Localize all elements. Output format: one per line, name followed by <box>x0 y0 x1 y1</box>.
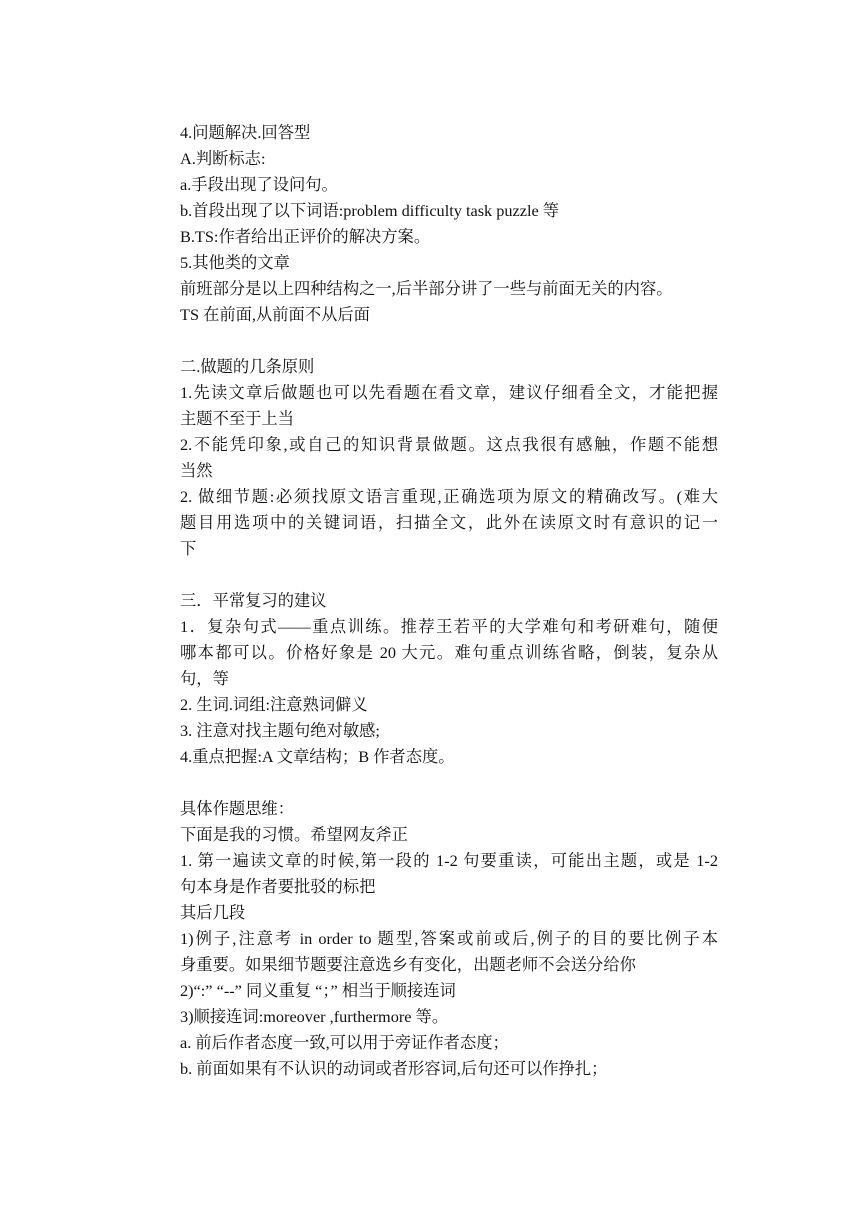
text-line: 2. 生词.词组:注意熟词僻义 <box>180 695 368 714</box>
text-line: 下面是我的习惯。希望网友斧正 <box>180 825 408 844</box>
text-line: 4.重点把握:A 文章结构；B 作者态度。 <box>180 747 455 766</box>
text-line: 2. 做细节题:必须找原文语言重现,正确选项为原文的精确改写。(难大 <box>180 487 718 506</box>
section-heading-approach: 具体作题思维： <box>180 799 294 818</box>
text-line: 1)例子,注意考 in order to 题型,答案或前或后,例子的目的要比例子本 <box>180 929 718 948</box>
text-line: b.首段出现了以下词语:problem difficulty task puzzle 等 <box>180 201 560 220</box>
blank-line <box>180 328 718 354</box>
section-heading-review-advice: 三．平常复习的建议 <box>180 591 327 610</box>
text-line: 2)“:” “--” 同义重复 “；” 相当于顺接连词 <box>180 981 456 1000</box>
text-line: 哪本都可以。价格好象是 20 大元。难句重点训练省略，倒装，复杂从 <box>180 643 718 662</box>
text-line: 3)顺接连词:moreover ,furthermore 等。 <box>180 1007 449 1026</box>
text-line: b. 前面如果有不认识的动词或者形容词,后句还可以作挣扎； <box>180 1059 608 1078</box>
blank-line <box>180 770 718 796</box>
text-line: A.判断标志: <box>180 149 266 168</box>
text-line: 1.先读文章后做题也可以先看题在看文章，建议仔细看全文，才能把握 <box>180 383 718 402</box>
text-line: 前班部分是以上四种结构之一,后半部分讲了一些与前面无关的内容。 <box>180 279 673 298</box>
text-line: 主题不至于上当 <box>180 409 294 428</box>
document-body <box>180 120 718 1082</box>
text-line: 1. 第一遍读文章的时候,第一段的 1-2 句要重读，可能出主题，或是 1-2 <box>180 851 718 870</box>
text-line: 其后几段 <box>180 903 246 922</box>
text-line: TS 在前面,从前面不从后面 <box>180 305 370 324</box>
text-line: a. 前后作者态度一致,可以用于旁证作者态度； <box>180 1033 509 1052</box>
text-line: 当然 <box>180 461 213 480</box>
section-heading-other-articles: 5.其他类的文章 <box>180 253 290 272</box>
text-line: 2.不能凭印象,或自己的知识背景做题。这点我很有感触，作题不能想 <box>180 435 718 454</box>
text-line: 身重要。如果细节题要注意选乡有变化，出题老师不会送分给你 <box>180 955 636 974</box>
blank-line <box>180 562 718 588</box>
section-heading-problem-solution: 4.问题解决.回答型 <box>180 123 311 142</box>
text-line: 题目用选项中的关键词语，扫描全文，此外在读原文时有意识的记一 <box>180 513 718 532</box>
text-line: 下 <box>180 539 197 558</box>
text-line: a.手段出现了设问句。 <box>180 175 338 194</box>
text-line: B.TS:作者给出正评价的解决方案。 <box>180 227 431 246</box>
text-line: 3. 注意对找主题句绝对敏感; <box>180 721 380 740</box>
text-line: 句，等 <box>180 669 229 688</box>
text-line: 句本身是作者要批驳的标把 <box>180 877 376 896</box>
section-heading-principles: 二.做题的几条原则 <box>180 357 315 376</box>
text-line: 1．复杂句式——重点训练。推荐王若平的大学难句和考研难句，随便 <box>180 617 718 636</box>
